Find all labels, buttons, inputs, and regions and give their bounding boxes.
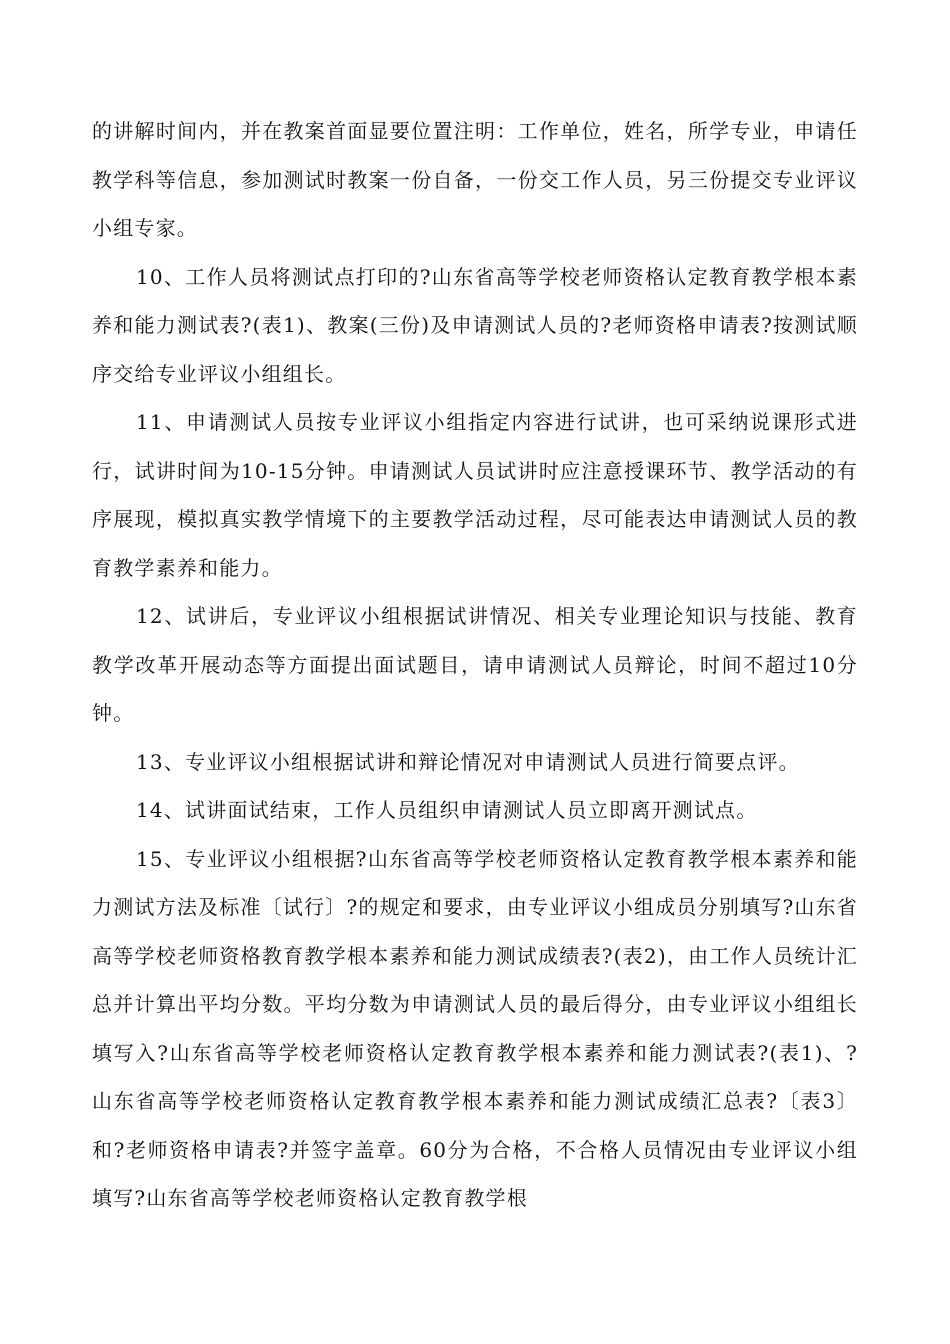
paragraph-item-11: 11、申请测试人员按专业评议小组指定内容进行试讲，也可采纳说课形式进行，试讲时间为10-15分钟。申请测试人员试讲时应注意授课环节、教学活动的有序展现，模拟真实教学情境下的主要教学活动过程，尽可能表达申请测试人员的教育教学素养和能力。 <box>92 410 858 580</box>
paragraph-item-14: 14、试讲面试结束，工作人员组织申请测试人员立即离开测试点。 <box>136 798 758 822</box>
paragraph-item-15: 15、专业评议小组根据?山东省高等学校老师资格认定教育教学根本素养和能力测试方法及标准〔试行〕?的规定和要求，由专业评议小组成员分别填写?山东省高等学校老师资格教育教学根本素养和能力测试成绩表?(表2)，由工作人员统计汇总并计算出平均分数。平均分数为申请测试人员的最后得分，由专业评议小组组长填写入?山东省高等学校老师资格认定教育教学根本素养和能力测试表?(表1)、?山东省高等学校老师资格认定教育教学根本素养和能力测试成绩汇总表?〔表3〕和?老师资格申请表?并签字盖章。60分为合格，不合格人员情况由专业评议小组填写?山东省高等学校老师资格认定教育教学根 <box>92 846 858 1210</box>
document-body <box>92 107 858 1223</box>
paragraph-item-10: 10、工作人员将测试点打印的?山东省高等学校老师资格认定教育教学根本素养和能力测试表?(表1)、教案(三份)及申请测试人员的?老师资格申请表?按测试顺序交给专业评议小组组长。 <box>92 264 858 386</box>
paragraph-item-12: 12、试讲后，专业评议小组根据试讲情况、相关专业理论知识与技能、教育教学改革开展动态等方面提出面试题目，请申请测试人员辩论，时间不超过10分钟。 <box>92 604 858 725</box>
paragraph-item-13: 13、专业评议小组根据试讲和辩论情况对申请测试人员进行简要点评。 <box>136 749 800 774</box>
paragraph-continued-intro: 的讲解时间内，并在教案首面显要位置注明：工作单位，姓名，所学专业，申请任教学科等信息，参加测试时教案一份自备，一份交工作人员，另三份提交专业评议小组专家。 <box>92 119 858 240</box>
